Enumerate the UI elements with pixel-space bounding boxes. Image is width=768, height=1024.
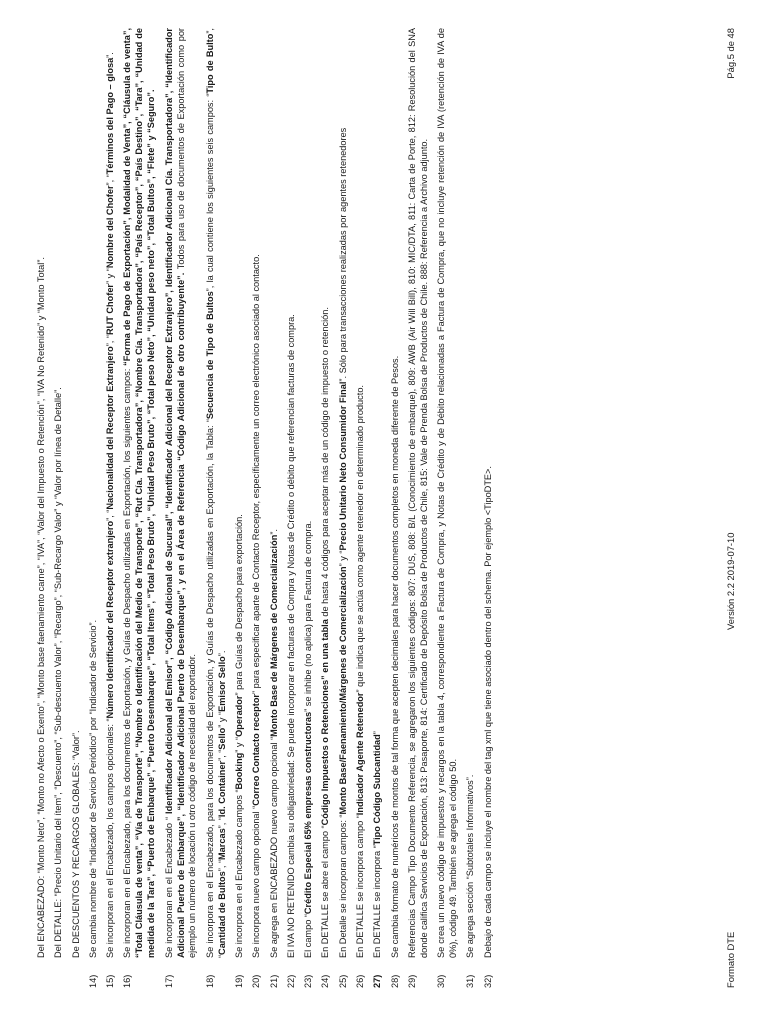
text-segment: ” y “ bbox=[233, 736, 244, 753]
list-item bbox=[251, 28, 263, 988]
text-segment: Todos para uso de documentos de Exportación como por ejemplo un número de locación u otro código de necesidad del exportador. bbox=[175, 28, 198, 958]
item-text bbox=[251, 28, 263, 958]
text-segment: ”. Sólo para transacciones realizadas por agentes retenedores bbox=[337, 127, 348, 382]
bold-text: Booking bbox=[233, 752, 244, 790]
footer-page-number: Pág.5 de 48 bbox=[725, 28, 736, 79]
text-segment: Se cambia nombre de “Indicador de Servicio Periódico” por “Indicador de Servicio”. bbox=[87, 619, 98, 958]
text-segment: Debajo de cada campo se incluye el nombre del tag xml que tiene asociado dentro del schema. Por ejemplo <TipoDTE>. bbox=[482, 466, 493, 958]
text-segment: ”, “ bbox=[216, 859, 227, 872]
bold-text: Crédito Especial 65% empresas constructoras bbox=[303, 711, 314, 915]
item-number: 21) bbox=[268, 974, 279, 988]
bold-text: Nacionalidad del Receptor Extranjero bbox=[105, 346, 116, 510]
bold-text: Id. Container bbox=[216, 760, 227, 818]
text-segment: Se incorpora nuevo campo opcional “ bbox=[251, 805, 262, 958]
text-segment: Se incorpora en el Encabezado campos “ bbox=[233, 789, 244, 958]
text-segment: En DETALLE se incorpora campo “ bbox=[354, 815, 365, 958]
item-text bbox=[269, 28, 281, 958]
item-text bbox=[234, 28, 246, 958]
list-item bbox=[234, 28, 246, 988]
text-segment: ”. bbox=[268, 529, 279, 535]
list-item bbox=[105, 28, 117, 988]
item-number: 20) bbox=[251, 974, 262, 988]
text-segment: ” para Guías de Despacho para exportación. bbox=[233, 514, 244, 696]
item-text bbox=[88, 28, 100, 958]
item-number: 29) bbox=[406, 974, 417, 988]
item-number: 27) bbox=[372, 974, 383, 988]
text-segment: ”. bbox=[216, 650, 227, 657]
bold-text: Secuencia de Tipo de Bultos bbox=[204, 291, 215, 420]
list-item bbox=[390, 28, 402, 988]
text-segment: ”. bbox=[105, 52, 116, 58]
list-item bbox=[164, 28, 200, 988]
bold-text: Monto Base/Faenamiento/Márgenes de Comercialización bbox=[337, 566, 348, 815]
text-segment: ”, “ bbox=[105, 174, 116, 186]
bold-text: Emisor Sello bbox=[216, 656, 227, 712]
item-text bbox=[164, 28, 200, 958]
list-item bbox=[338, 28, 350, 988]
item-text bbox=[372, 28, 384, 958]
text-segment: ”, “ bbox=[105, 335, 116, 347]
text-segment: Se crea un nuevo código de impuestos y recargos en la tabla 4, correspondiente a Factura de Compra, y Notas de Crédito y de Débito relacionadas a Factura de Compra, que no incluye retención de IVA (retención de IVA de 0%), código 49. También se agrega el código 50. bbox=[436, 28, 458, 958]
item-number: 17) bbox=[163, 974, 174, 988]
bold-text: Nombre del Chofer bbox=[105, 185, 116, 269]
text-segment: Se incorporan en el Encabezado “ bbox=[163, 813, 174, 958]
item-text bbox=[286, 28, 298, 958]
intro-detalle: Del DETALLE: “Precio Unitario del ítem”, “Descuento”, “Sub-descuento Valor”, “Recargo”, “Sub-Recargo Valor” y “Valor por línea de Detalle”. bbox=[53, 387, 64, 958]
list-item bbox=[269, 28, 281, 988]
bold-text: “Forma de Pago de Exportación”, Modalidad de Venta”, “Cláusula de venta”, “Total Cláusula de venta”, “Vía de Transporte”, “Nombre o Identificación del Medio de Transporte”, “Rut Cía. Transportadora”, “Nombre Cía. Transportadora”, “País Receptor”, “País Destino”, “Tara”, “Unidad de medida de la Tara”, “Puerto de Embarque”, “Puerto Desembarque”, “Total Items”, “Total Peso Bruto”, “Unidad Peso Bruto”, “Total peso Neto”, “Unidad peso neto”, “Total Bultos”, “Flete” y “Seguro”. bbox=[122, 27, 157, 958]
item-text bbox=[105, 28, 117, 958]
bold-text: Precio Unitario Neto Consumidor Final bbox=[337, 381, 348, 551]
item-text bbox=[205, 28, 229, 958]
text-segment: En Detalle se incorporan campos: “ bbox=[337, 814, 348, 958]
item-number: 14) bbox=[87, 974, 98, 988]
text-segment: En DETALLE se incorpora “ bbox=[372, 845, 383, 958]
item-number: 22) bbox=[285, 974, 296, 988]
item-number: 25) bbox=[337, 974, 348, 988]
text-segment: Se agrega en ENCABEZADO nuevo campo opcional “ bbox=[268, 736, 279, 958]
item-text bbox=[303, 28, 315, 958]
intro-encabezado: Del ENCABEZADO: “Monto Neto”, “Monto no Afecto o Exento”, “Monto base faenamiento carne”, “IVA”, “Valor del Impuesto o Retención”, “IVA No Retenido” y “Monto Total”. bbox=[36, 257, 46, 958]
text-segment: Se agrega sección “Subtotales Informativos”. bbox=[465, 774, 476, 958]
list-item bbox=[436, 28, 460, 988]
item-text bbox=[407, 28, 431, 958]
list-item bbox=[320, 28, 332, 988]
item-number: 23) bbox=[303, 974, 314, 988]
bold-text: Identificador Adicional del Emisor”, “Código Adicional de Sucursal”, “Identificador Adicional del Receptor Extranjero”, Identificador Adicional Cía. Transportadora”, “Identificador Adicional Puerto de Embarque”, “Identificador Adicional Puerto de Desembarque”, y en el Área de Referencia “Código Adicional de otro contribuyente”. bbox=[163, 28, 186, 958]
item-number: 15) bbox=[105, 974, 116, 988]
item-number: 16) bbox=[122, 974, 133, 988]
item-text bbox=[483, 28, 495, 958]
text-segment: ” que indica que se actúa como agente retenedor en determinado producto. bbox=[354, 385, 365, 693]
list-item bbox=[122, 28, 158, 988]
bold-text: Correo Contacto receptor bbox=[251, 693, 262, 806]
item-number: 19) bbox=[233, 974, 244, 988]
text-segment: ”, la cual contiene los siguientes seis campos: “ bbox=[204, 93, 215, 292]
item-number: 32) bbox=[482, 974, 493, 988]
bold-text: Cantidad de Bultos bbox=[216, 871, 227, 955]
item-number: 31) bbox=[465, 974, 476, 988]
item-text bbox=[390, 28, 402, 958]
item-text bbox=[355, 28, 367, 958]
text-segment: Se incorpora en el Encabezado, para los documentos de Exportación, y Guías de Despacho utilizadas en Exportación, la Tabla: “ bbox=[204, 419, 215, 958]
item-text bbox=[465, 28, 477, 958]
text-segment: ” para especificar aparte de Contacto Receptor, específicamente un correo electrónico asociado al contacto. bbox=[251, 254, 262, 694]
text-segment: En DETALLE se abre el campo “ bbox=[320, 825, 331, 958]
text-segment: Se cambia formato de numéricos de montos de tal forma que acepten decimales para hacer documentos completos en moneda diferente de Pesos. bbox=[389, 355, 400, 958]
list-item bbox=[303, 28, 315, 988]
text-segment: ”, “ bbox=[204, 28, 227, 958]
footer-doc-name: Formato DTE bbox=[725, 931, 736, 988]
text-segment: Se incorporan en el Encabezado, para los documentos de Exportación, y Guías de Despacho utilizadas en Exportación, los siguientes campos: bbox=[122, 365, 133, 958]
list-item bbox=[407, 28, 431, 988]
item-number: 28) bbox=[389, 974, 400, 988]
text-segment: ” y “ bbox=[105, 268, 116, 284]
list-item bbox=[372, 28, 384, 988]
intro-descuentos: De DESCUENTOS Y RECARGOS GLOBALES: “Valor”. bbox=[70, 730, 81, 958]
text-segment: Referencias Campo Tipo Documento Referencia, se agregaron los siguientes códigos: 807: DUS, 808: B/L (Conocimiento de embarque), 809: AWB (Air Will Bill), 810: MIC/DTA, 811: Carta de Porte, 812: Resolución del SNA donde califica Servicios de Exportación, 813: Pasaporte, 814: Certificado de Depósito Bolsa de Productos de Chile, 815: Vale de Prenda Bolsa de Productos de Chile. 888: Referencia a Archivo adjunto. bbox=[406, 28, 429, 958]
bold-text: Tipo de Bulto bbox=[204, 33, 215, 94]
bold-text: Operador bbox=[233, 695, 244, 737]
text-segment: ”, “ bbox=[105, 509, 116, 521]
bold-text: Indicador Agente Retenedor bbox=[354, 692, 365, 816]
text-segment: El campo “ bbox=[303, 914, 314, 958]
numbered-list bbox=[88, 28, 495, 988]
list-item bbox=[286, 28, 298, 988]
list-item bbox=[465, 28, 477, 988]
bold-text: Marcas bbox=[216, 828, 227, 860]
list-item bbox=[205, 28, 229, 988]
bold-text: Tipo Código Subcantidad bbox=[372, 734, 383, 846]
list-item bbox=[88, 28, 100, 988]
text-segment: ” y “ bbox=[337, 550, 348, 567]
document-body bbox=[36, 28, 500, 988]
text-segment: ” y “ bbox=[216, 711, 227, 728]
item-number: 18) bbox=[204, 974, 215, 988]
text-segment: El IVA NO RETENIDO cambia su obligatoriedad: Se puede incorporar en facturas de Compra y Notas de Crédito o débito que referencian facturas de compra. bbox=[285, 314, 296, 958]
text-segment: ”, “ bbox=[216, 817, 227, 829]
item-number: 26) bbox=[354, 974, 365, 988]
item-text bbox=[338, 28, 350, 958]
bold-text: Código Impuestos o Retenciones” en una tabla bbox=[320, 619, 331, 826]
item-number: 30) bbox=[436, 974, 447, 988]
item-text bbox=[320, 28, 332, 958]
list-item bbox=[355, 28, 367, 988]
text-segment: ” se inhibe (no aplica) para Factura de compra. bbox=[303, 520, 314, 712]
bold-text: Número Identificador del Receptor extranjero bbox=[105, 520, 116, 719]
item-number: 24) bbox=[320, 974, 331, 988]
bold-text: Sello bbox=[216, 727, 227, 750]
item-text bbox=[122, 28, 158, 958]
text-segment: ” bbox=[372, 731, 383, 735]
bold-text: Términos del Pago – glosa bbox=[105, 57, 116, 175]
item-text bbox=[436, 28, 460, 958]
text-segment: ”, “ bbox=[216, 749, 227, 761]
list-item bbox=[483, 28, 495, 988]
footer-version: Versión 2.2 2019-07-10 bbox=[725, 532, 736, 630]
bold-text: RUT Chofer bbox=[105, 283, 116, 336]
bold-text: Monto Base de Márgenes de Comercialización bbox=[268, 534, 279, 737]
text-segment: de hasta 4 códigos para aceptar más de un código de impuesto o retención. bbox=[320, 307, 331, 620]
text-segment: Se incorporan en el Encabezado, los campos opcionales: “ bbox=[105, 718, 116, 958]
